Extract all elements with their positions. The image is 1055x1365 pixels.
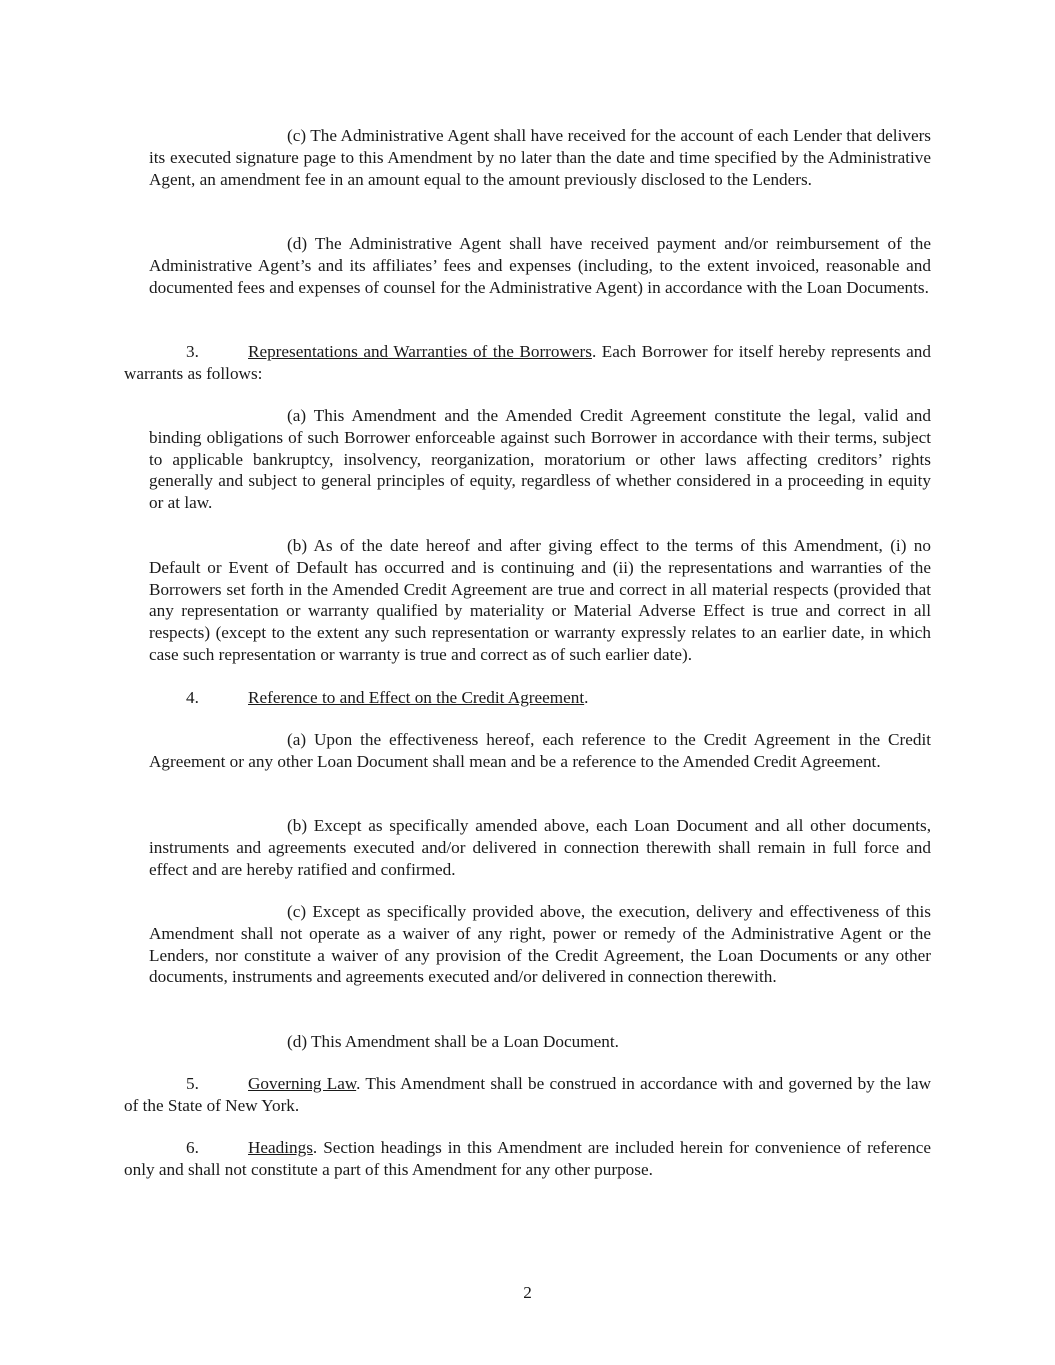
section-6-heading: Headings xyxy=(248,1138,313,1157)
section-5 xyxy=(124,1073,931,1117)
paragraph-2c: (c) The Administrative Agent shall have received for the account of each Lender that delivers its executed signature page to this Amendment by no later than the date and time specified by the Administrative Agent, an amendment fee in an amount equal to the amount previously disclosed to the Lenders. xyxy=(149,126,931,189)
paragraph-3a: (a) This Amendment and the Amended Credit Agreement constitute the legal, valid and binding obligations of such Borrower enforceable against such Borrower in accordance with their terms, subject to applicable bankruptcy, insolvency, reorganization, moratorium or other laws affecting creditors’ rights generally and subject to general principles of equity, regardless of whether considered in a proceeding in equity or at law. xyxy=(149,406,931,513)
paragraph-4b: (b) Except as specifically amended above, each Loan Document and all other documents, instruments and agreements executed and/or delivered in connection therewith shall remain in full force and effect and are hereby ratified and confirmed. xyxy=(149,816,931,879)
paragraph-4d: (d) This Amendment shall be a Loan Document. xyxy=(287,1032,619,1051)
section-5-heading: Governing Law xyxy=(248,1074,357,1093)
paragraph-4a: (a) Upon the effectiveness hereof, each reference to the Credit Agreement in the Credit Agreement or any other Loan Document shall mean and be a reference to the Amended Credit Agreement. xyxy=(149,730,931,771)
section-5-text: . This Amendment shall be construed in accordance with and governed by the law of the State of New York. xyxy=(124,1074,932,1115)
section-3-heading: Representations and Warranties of the Borrowers xyxy=(248,342,592,361)
section-3-number: 3. xyxy=(186,342,199,361)
section-4-number: 4. xyxy=(186,688,199,707)
section-4-heading: Reference to and Effect on the Credit Agreement xyxy=(248,688,585,707)
paragraph-3b: (b) As of the date hereof and after giving effect to the terms of this Amendment, (i) no Default or Event of Default has occurred and is continuing and (ii) the representations and warranties of the Borrowers set forth in the Amended Credit Agreement are true and correct in all material respects (provided that any representation or warranty qualified by materiality or Material Adverse Effect is true and correct in all respects) (except to the extent any such representation or warranty expressly relates to an earlier date, in which case such representation or warranty is true and correct as of such earlier date). xyxy=(149,536,931,664)
paragraph-4c: (c) Except as specifically provided above, the execution, delivery and effectiveness of this Amendment shall not operate as a waiver of any right, power or remedy of the Administrative Agent or the Lenders, nor constitute a waiver of any provision of the Credit Agreement, the Loan Documents or any other documents, instruments and agreements executed and/or delivered in connection therewith. xyxy=(149,902,931,987)
section-4 xyxy=(124,687,931,709)
page-number: 2 xyxy=(523,1283,532,1302)
section-6 xyxy=(124,1137,931,1181)
section-5-number: 5. xyxy=(186,1074,199,1093)
paragraph-2d: (d) The Administrative Agent shall have received payment and/or reimbursement of the Administrative Agent’s and its affiliates’ fees and expenses (including, to the extent invoiced, reasonable and documented fees and expenses of counsel for the Administrative Agent) in accordance with the Loan Documents. xyxy=(149,234,931,297)
section-4-text: . xyxy=(584,688,589,707)
section-3 xyxy=(124,341,931,385)
section-6-number: 6. xyxy=(186,1138,199,1157)
section-3-text: . Each Borrower for itself hereby represents and warrants as follows: xyxy=(124,342,931,383)
section-6-text: . Section headings in this Amendment are included herein for convenience of reference only and shall not constitute a part of this Amendment for any other purpose. xyxy=(124,1138,931,1179)
